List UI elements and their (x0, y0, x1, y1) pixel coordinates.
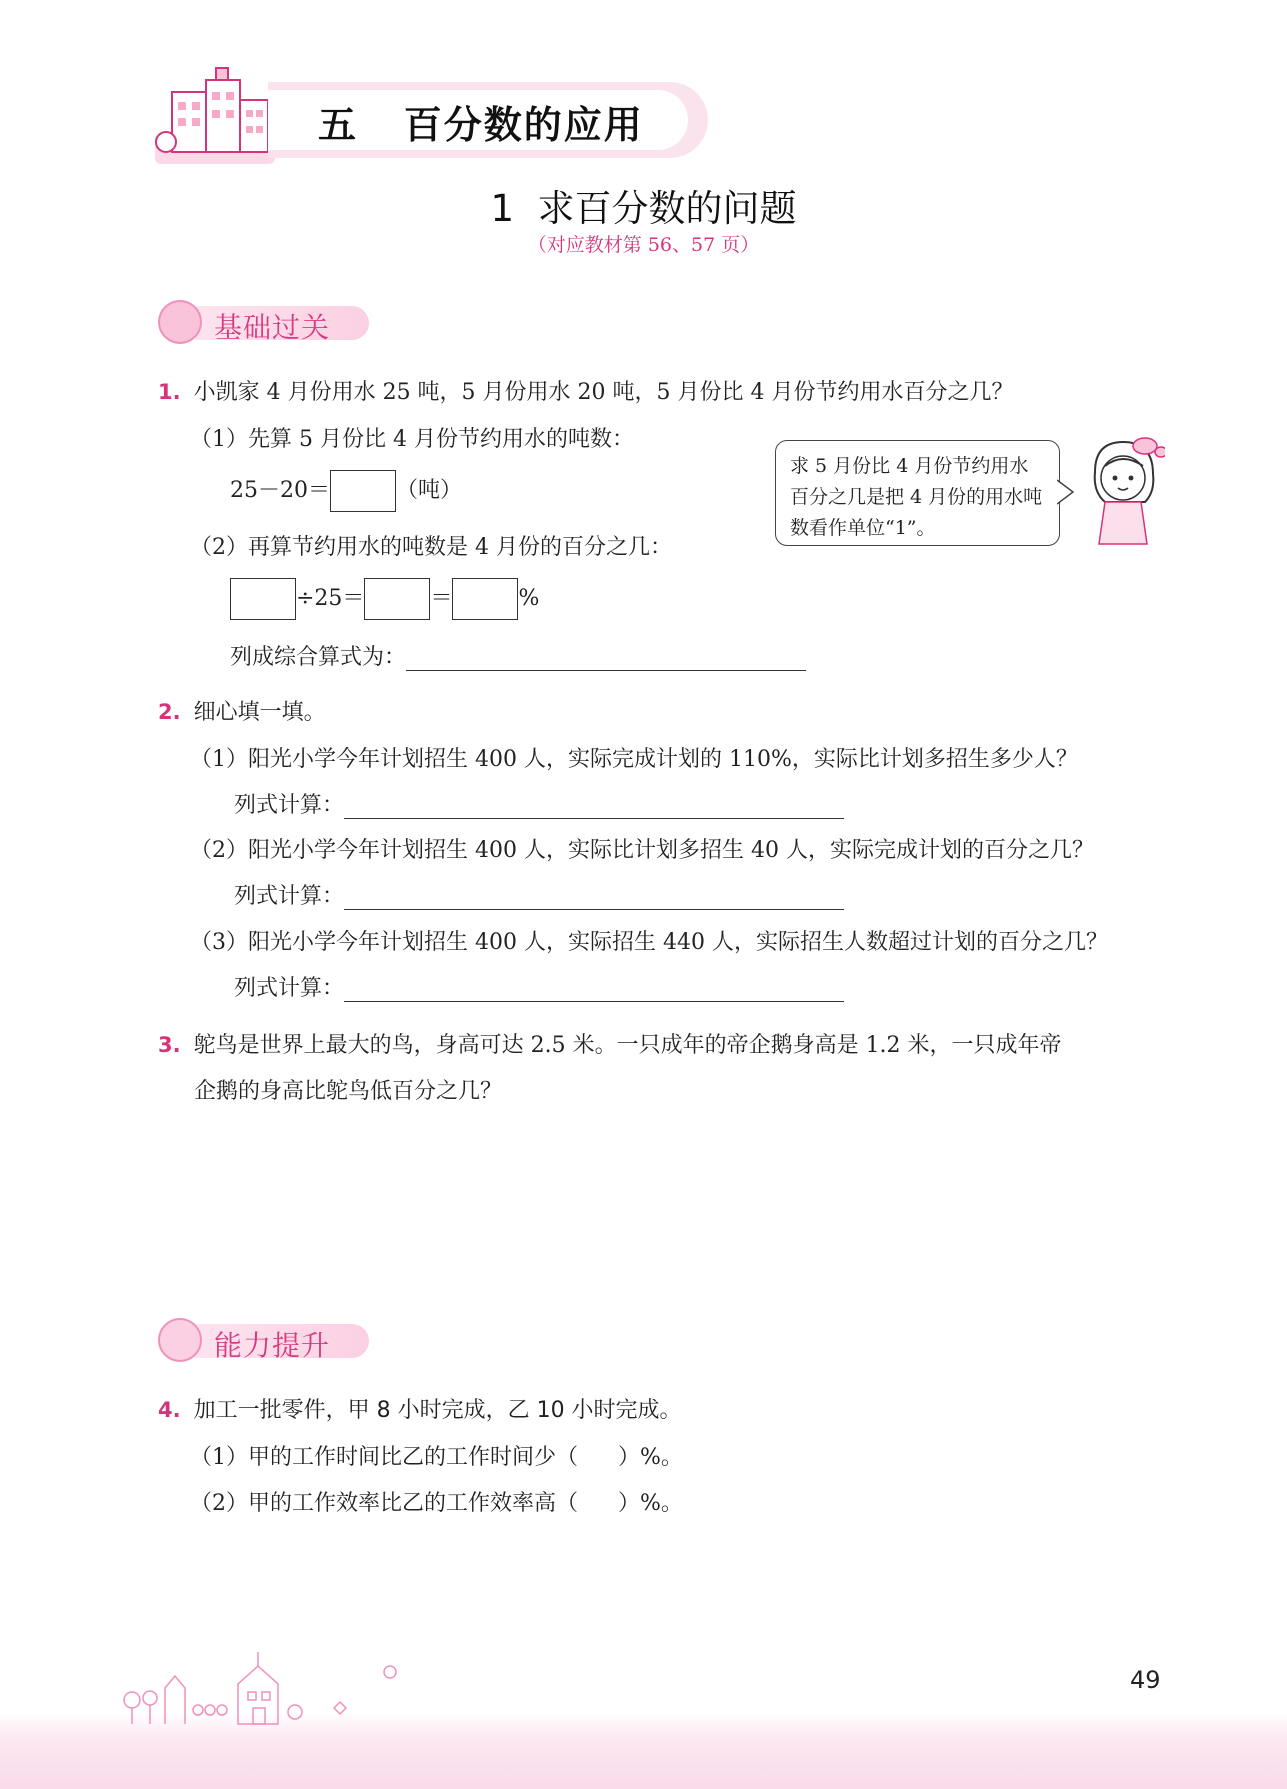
q2-item-2: （2）阳光小学今年计划招生 400 人，实际比计划多招生 40 人，实际完成计划的百分之几？ (190, 838, 1094, 863)
q2-calc-3 (234, 971, 844, 1002)
q4-stem (158, 1393, 682, 1424)
q1-number: 1. (158, 380, 181, 404)
q2-item-3: （3）阳光小学今年计划招生 400 人，实际招生 440 人，实际招生人数超过计划的百分之几？ (190, 930, 1108, 955)
lesson-subtitle: （对应教材第 56、57 页） (527, 234, 760, 256)
hint-bubble (775, 440, 1060, 546)
q4-item-2-tail: ）%。 (618, 1491, 683, 1516)
q2-calc-2-label: 列式计算： (234, 884, 345, 909)
section-advanced (158, 1318, 378, 1362)
q4-item-1 (190, 1440, 683, 1471)
section-advanced-label: 能力提升 (214, 1329, 331, 1362)
q1-eq2-eq: ＝ (430, 586, 453, 611)
q2-calc-1 (234, 788, 844, 819)
student-avatar-icon (158, 300, 202, 344)
q3-number: 3. (158, 1033, 181, 1057)
q4-number: 4. (158, 1398, 181, 1422)
section-basic (158, 300, 378, 344)
q1-eq1-unit: （吨） (396, 478, 463, 503)
q2-stem (158, 695, 326, 726)
q1-text: 小凯家 4 月份用水 25 吨，5 月份用水 20 吨，5 月份比 4 月份节约用水百分之几？ (193, 380, 1014, 405)
q1-step1: （1）先算 5 月份比 4 月份节约用水的吨数： (190, 427, 634, 452)
q1-equation1 (230, 470, 462, 512)
q2-answer-line-1[interactable] (344, 792, 844, 819)
q1-equation2 (230, 578, 539, 620)
bubble-tail (1057, 478, 1077, 506)
q1-answer-box-fraction[interactable] (364, 578, 430, 620)
page-number: 49 (1130, 1666, 1161, 1694)
q2-calc-2 (234, 879, 844, 910)
chapter-title: 五 百分数的应用 (318, 103, 644, 147)
hint-text: 求 5 月份比 4 月份节约用水百分之几是把 4 月份的用水吨数看作单位“1”。 (790, 455, 1043, 539)
q1-answer-box-saved[interactable] (230, 578, 296, 620)
q3-line2: 企鹅的身高比鸵鸟低百分之几？ (194, 1079, 503, 1104)
q4-item-1-tail: ）%。 (618, 1445, 683, 1470)
q3-answer-area[interactable] (194, 1110, 1154, 1280)
q4-item-1-text: （1）甲的工作时间比乙的工作时间少（ (190, 1445, 578, 1470)
q2-title: 细心填一填。 (193, 700, 326, 725)
q3-stem (158, 1028, 1062, 1059)
q4-title: 加工一批零件，甲 8 小时完成，乙 10 小时完成。 (193, 1398, 682, 1423)
q1-combined-answer-line[interactable] (406, 644, 806, 671)
q1-eq1-left: 25－20＝ (230, 478, 330, 503)
q1-answer-box-percent[interactable] (452, 578, 518, 620)
q1-eq2-div: ÷25＝ (296, 586, 365, 611)
q2-item-1: （1）阳光小学今年计划招生 400 人，实际完成计划的 110%，实际比计划多招生多少人？ (190, 747, 1078, 772)
q2-number: 2. (158, 700, 181, 724)
building-illustration (150, 62, 280, 167)
q3-line1: 鸵鸟是世界上最大的鸟，身高可达 2.5 米。一只成年的帝企鹅身高是 1.2 米，一只成年帝 (193, 1033, 1062, 1058)
lesson-title: 1 求百分数的问题 (490, 187, 797, 230)
girl-illustration (1075, 432, 1165, 547)
q4-item-2 (190, 1486, 683, 1517)
q1-combined (230, 640, 806, 671)
lion-avatar-icon (158, 1318, 202, 1362)
q2-answer-line-2[interactable] (344, 883, 844, 910)
q1-step2: （2）再算节约用水的吨数是 4 月份的百分之几： (190, 535, 672, 560)
q1-answer-box-tons[interactable] (330, 470, 396, 512)
q1-stem (158, 375, 1014, 406)
q2-answer-line-3[interactable] (344, 975, 844, 1002)
q1-combined-label: 列成综合算式为： (230, 645, 407, 670)
q4-item-2-text: （2）甲的工作效率比乙的工作效率高（ (190, 1491, 578, 1516)
section-basic-label: 基础过关 (214, 311, 331, 344)
town-illustration (120, 1648, 420, 1726)
q1-eq2-pct: % (518, 586, 540, 611)
q2-calc-1-label: 列式计算： (234, 793, 345, 818)
q2-calc-3-label: 列式计算： (234, 976, 345, 1001)
